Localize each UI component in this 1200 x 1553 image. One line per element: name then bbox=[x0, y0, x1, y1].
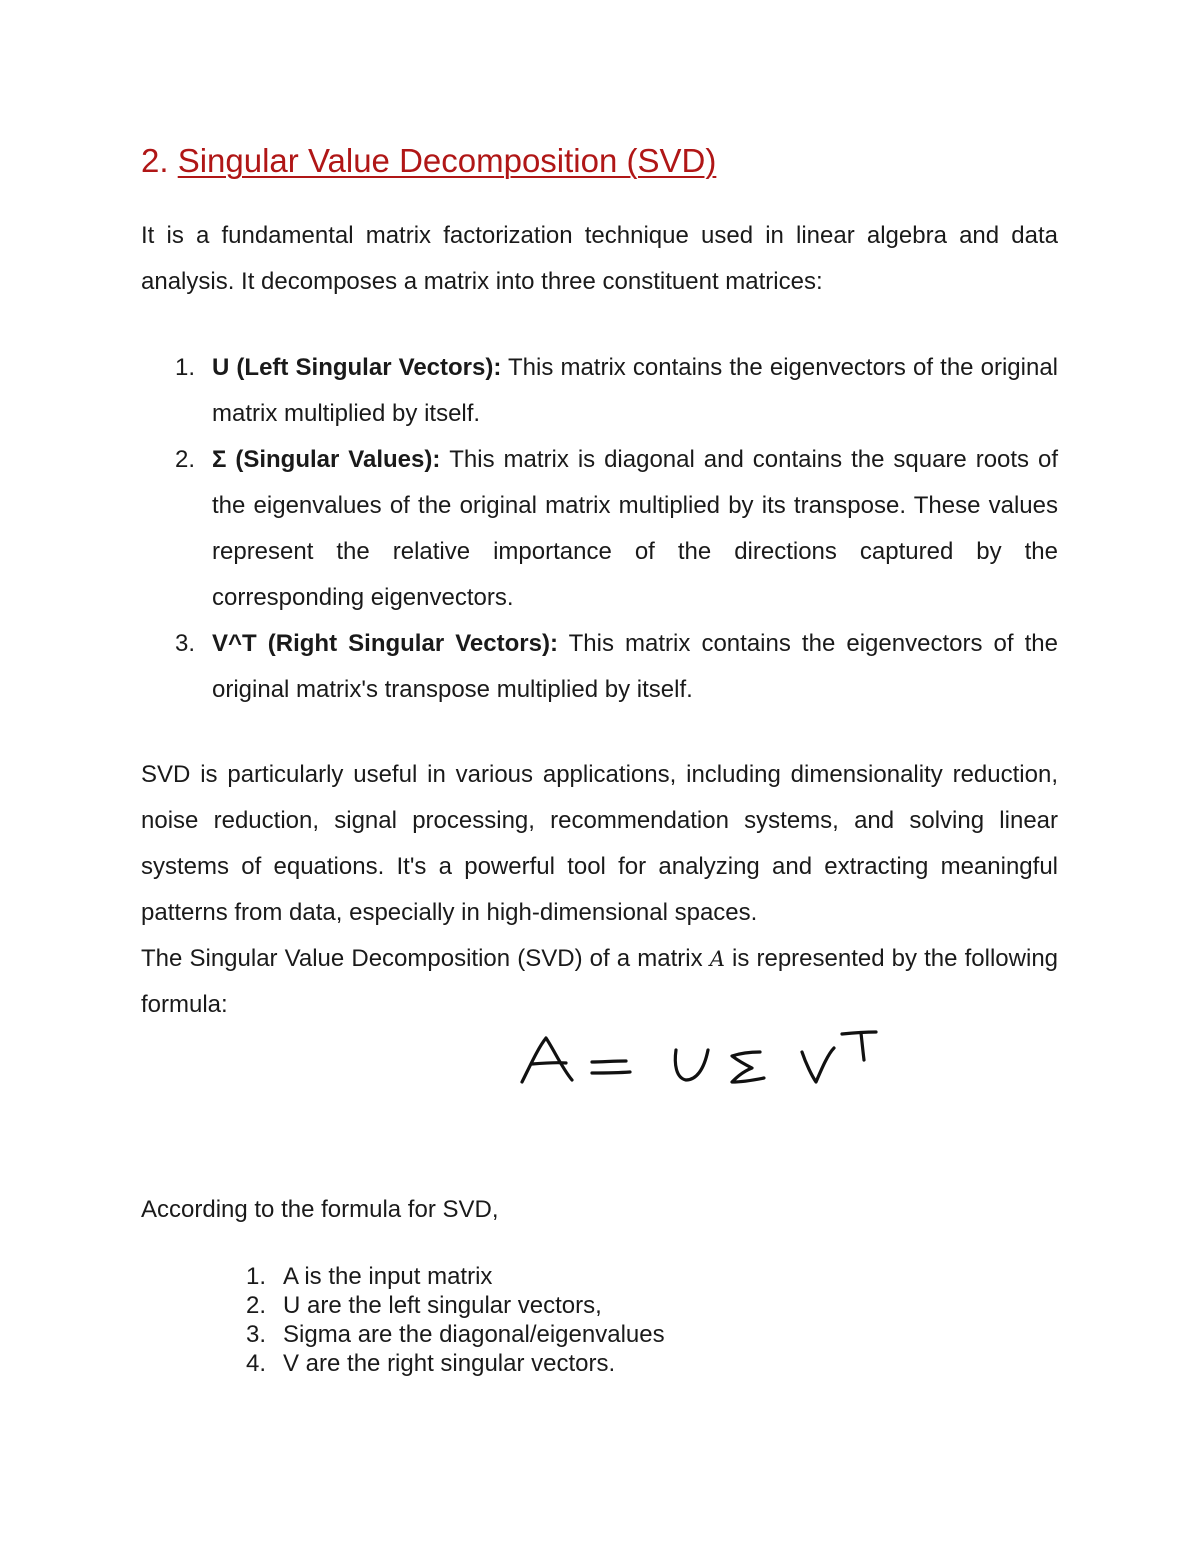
applications-paragraph bbox=[141, 752, 1058, 1028]
list-item bbox=[246, 1262, 665, 1291]
formula-intro-before: The Singular Value Decomposition (SVD) of a matrix bbox=[141, 945, 710, 972]
definitions-list bbox=[141, 345, 1058, 713]
list-item-number: 1. bbox=[175, 354, 196, 381]
heading-title[interactable]: Singular Value Decomposition (SVD) bbox=[177, 142, 717, 179]
list-item-number: 3. bbox=[175, 630, 196, 657]
intro-paragraph: It is a fundamental matrix factorization technique used in linear algebra and data analysis. It decomposes a matrix into three constituent matrices: bbox=[141, 222, 1058, 295]
heading-number: 2. bbox=[141, 142, 169, 179]
matrix-variable: A bbox=[709, 947, 725, 971]
handwritten-formula bbox=[510, 1030, 890, 1100]
list-item-text: This matrix contains the eigenvectors of the original matrix multiplied by itself. bbox=[212, 354, 1058, 427]
list-item-text: This matrix contains the eigenvectors of the original matrix's transpose multiplied by itself. bbox=[212, 630, 1059, 703]
list-item-term: Σ (Singular Values): bbox=[212, 446, 441, 473]
section-heading bbox=[141, 142, 716, 180]
list-item-number: 2. bbox=[175, 446, 196, 473]
summary-list bbox=[246, 1262, 665, 1378]
list-item-number: 3. bbox=[246, 1321, 267, 1348]
list-item-text: A is the input matrix bbox=[283, 1263, 493, 1290]
list-item bbox=[246, 1291, 665, 1320]
summary-intro: According to the formula for SVD, bbox=[141, 1196, 499, 1223]
list-item-text: V are the right singular vectors. bbox=[283, 1350, 616, 1377]
list-item-text: U are the left singular vectors, bbox=[283, 1292, 602, 1319]
list-item-term: V^T (Right Singular Vectors): bbox=[212, 630, 558, 657]
list-item-number: 4. bbox=[246, 1350, 267, 1377]
list-item-text: Sigma are the diagonal/eigenvalues bbox=[283, 1321, 665, 1348]
applications-text: SVD is particularly useful in various applications, including dimensionality reduction, noise reduction, signal processing, recommendation systems, and solving linear systems of equations. It's a powerful tool for analyzing and extracting meaningful patterns from data, especially in high-dimensional spaces. bbox=[141, 761, 1058, 926]
list-item-number: 2. bbox=[246, 1292, 267, 1319]
list-item-number: 1. bbox=[246, 1263, 267, 1290]
list-item bbox=[246, 1320, 665, 1349]
list-item bbox=[141, 345, 1058, 437]
formula-intro-after: is represented by the following formula: bbox=[141, 945, 1059, 1018]
list-item bbox=[141, 621, 1058, 713]
list-item-text: This matrix is diagonal and contains the square roots of the eigenvalues of the original matrix multiplied by its transpose. These values represent the relative importance of the directions captured by the corresponding eigenvectors. bbox=[212, 446, 1059, 611]
list-item bbox=[141, 437, 1058, 621]
list-item bbox=[246, 1349, 665, 1378]
list-item-term: U (Left Singular Vectors): bbox=[212, 354, 502, 381]
